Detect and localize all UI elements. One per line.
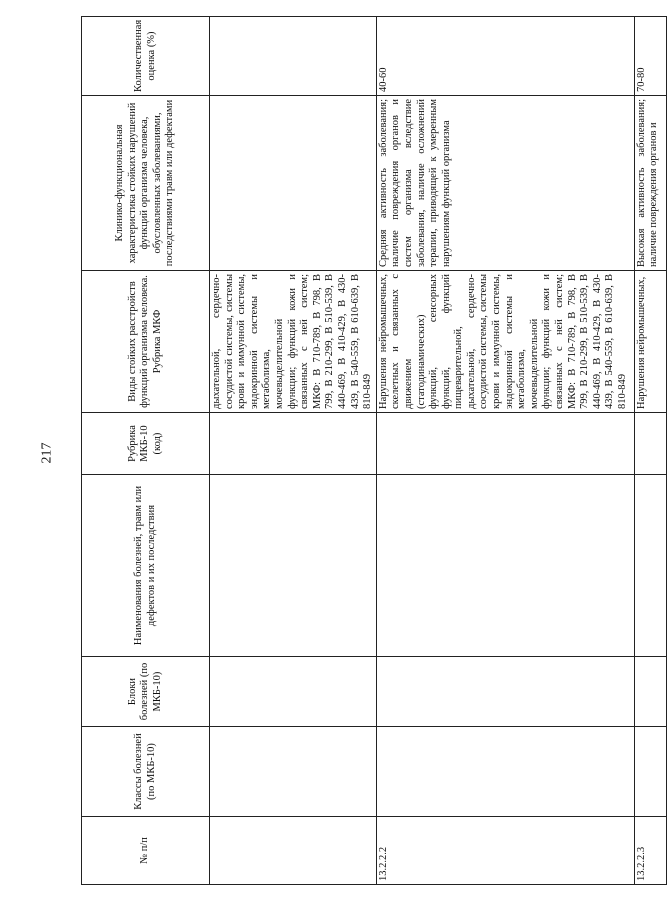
page-number-text: 217 — [39, 442, 54, 463]
cell-name — [376, 475, 634, 657]
cell-num: 13.2.2.2 — [376, 817, 634, 885]
header-types: Виды стойких расстройств функций организма человека. Рубрика МКФ — [82, 271, 210, 413]
rotated-sheet — [75, 0, 660, 905]
cell-clinical: Средняя активность заболевания; наличие повреждения органов и систем организма вследствие заболевания, наличие осложнений терапии, приводящей к умеренным нарушениям функций организма — [376, 96, 634, 271]
cell-name — [210, 475, 377, 657]
cell-num: 13.2.2.3 — [634, 817, 666, 885]
cell-class — [210, 727, 377, 817]
cell-percent — [210, 17, 377, 96]
cell-types: дыхательной, сердечно-сосудистой системы, системы крови и иммунной системы, эндокринной системы и метаболизма, мочевыделительной функции; функций кожи и связанных с ней систем; МКФ: В 710-789, В 798, В 799, В 210-299, В 510-539, В 440-469, В 410-429, В 430-439, В 540-559, В 610-639, В 810-849 — [210, 271, 377, 413]
table-row — [210, 17, 377, 885]
cell-name — [634, 475, 666, 657]
header-clinical: Клинико-функциональная характеристика стойких нарушений функций организма человека, обусловленных заболеваниями, последствиями травм или дефектами — [82, 96, 210, 271]
cell-percent: 70-80 — [634, 17, 666, 96]
cell-types: Нарушения нейромышечных, скелетных и связанных с движением (статодинамических) функций, сенсорных функций, функций пищеварительной, дыхательной, сердечно-сосудистой системы, системы крови и иммунной системы, эндокринной системы и метаболизма, мочевыделительной функции; функций кожи и связанных с ней систем; МКФ: В 710-789, В 798, В 799, В 210-299, В 510-539, В 440-469, В 410-429, В 430-439, В 540-559, В 610-639, В 810-849 — [376, 271, 634, 413]
cell-code — [634, 413, 666, 475]
cell-clinical — [210, 96, 377, 271]
table-row — [376, 17, 634, 885]
cell-block — [376, 657, 634, 727]
cell-block — [634, 657, 666, 727]
header-name: Наименования болезней, травм или дефектов и их последствия — [82, 475, 210, 657]
cell-clinical: Высокая активность заболевания; наличие повреждения органов и — [634, 96, 666, 271]
header-class: Классы болезней (по МКБ-10) — [82, 727, 210, 817]
cell-code — [210, 413, 377, 475]
header-percent: Количественная оценка (%) — [82, 17, 210, 96]
cell-class — [376, 727, 634, 817]
cell-types: Нарушения нейромышечных, — [634, 271, 666, 413]
cell-block — [210, 657, 377, 727]
cell-code — [376, 413, 634, 475]
cell-class — [634, 727, 666, 817]
header-num: № п/п — [82, 817, 210, 885]
page-number — [32, 0, 62, 905]
cell-percent: 40-60 — [376, 17, 634, 96]
disability-criteria-table — [81, 16, 667, 885]
cell-num — [210, 817, 377, 885]
header-block: Блоки болезней (по МКБ-10) — [82, 657, 210, 727]
table-row — [634, 17, 666, 885]
header-code: Рубрика МКБ-10 (код) — [82, 413, 210, 475]
table-header-row — [82, 17, 210, 885]
